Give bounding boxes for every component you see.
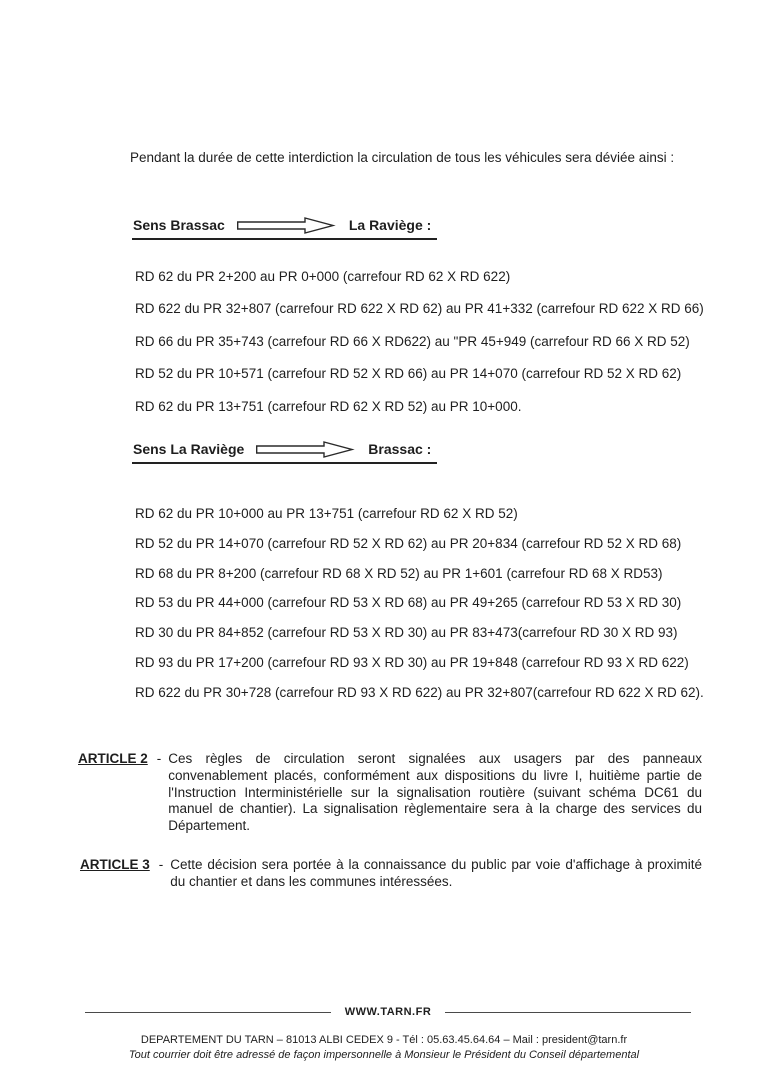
- direction-to-label: Brassac :: [368, 441, 432, 457]
- footer-rule-left: [85, 1012, 331, 1013]
- article-2-label: ARTICLE 2: [78, 751, 148, 766]
- direction-from-label: Sens La Raviège: [133, 441, 245, 457]
- direction-from-label: Sens Brassac: [133, 217, 225, 233]
- article-3-label: ARTICLE 3: [80, 857, 150, 872]
- route-item: RD 62 du PR 10+000 au PR 13+751 (carrefour RD 62 X RD 52): [135, 506, 518, 521]
- direction-heading-brassac-to-raviege: [132, 216, 437, 240]
- article-2-block: [78, 751, 702, 835]
- route-item: RD 622 du PR 32+807 (carrefour RD 622 X RD 62) au PR 41+332 (carrefour RD 622 X RD 66): [135, 301, 704, 317]
- footer-notice: Tout courrier doit être adressé de façon impersonnelle à Monsieur le Président du Conseil départemental: [128, 1049, 640, 1061]
- article-dash: -: [156, 751, 162, 766]
- direction-to-label: La Raviège :: [348, 217, 432, 233]
- footer-address: DEPARTEMENT DU TARN – 81013 ALBI CEDEX 9 - Tél : 05.63.45.64.64 – Mail : president@tarn.fr: [140, 1034, 628, 1046]
- route-item: RD 62 du PR 13+751 (carrefour RD 62 X RD 52) au PR 10+000.: [135, 398, 522, 414]
- article-3-block: [80, 857, 702, 891]
- route-item: RD 62 du PR 2+200 au PR 0+000 (carrefour RD 62 X RD 622): [135, 269, 511, 284]
- route-item: RD 622 du PR 30+728 (carrefour RD 93 X RD 622) au PR 32+807(carrefour RD 622 X RD 62).: [135, 684, 704, 700]
- intro-paragraph: Pendant la durée de cette interdiction la circulation de tous les véhicules sera déviée ainsi :: [130, 150, 675, 165]
- route-list-brassac-to-raviege: [135, 261, 704, 423]
- article-dash: -: [158, 857, 164, 872]
- footer-rule-right: [445, 1012, 691, 1013]
- route-list-raviege-to-brassac: [135, 499, 704, 708]
- route-item: RD 53 du PR 44+000 (carrefour RD 53 X RD 68) au PR 49+265 (carrefour RD 53 X RD 30): [135, 595, 682, 611]
- right-block-arrow-icon: [256, 440, 356, 458]
- article-2-text: Ces règles de circulation seront signalées aux usagers par des panneaux convenablement placés, conformément aux dispositions du livre I, huitième partie de l'Instruction Interministérielle sur la signalisation routière (suivant schéma DC61 du manuel de chantier). La signalisation règlementaire sera à la charge des services du Département.: [168, 751, 702, 834]
- route-item: RD 68 du PR 8+200 (carrefour RD 68 X RD 52) au PR 1+601 (carrefour RD 68 X RD53): [135, 565, 663, 581]
- footer-website-row: [85, 1006, 691, 1018]
- route-item: RD 52 du PR 14+070 (carrefour RD 52 X RD 62) au PR 20+834 (carrefour RD 52 X RD 68): [135, 535, 682, 551]
- route-item: RD 52 du PR 10+571 (carrefour RD 52 X RD 66) au PR 14+070 (carrefour RD 52 X RD 62): [135, 366, 682, 382]
- route-item: RD 30 du PR 84+852 (carrefour RD 53 X RD 30) au PR 83+473(carrefour RD 30 X RD 93): [135, 625, 678, 641]
- footer-website: WWW.TARN.FR: [344, 1006, 432, 1018]
- route-item: RD 66 du PR 35+743 (carrefour RD 66 X RD622) au "PR 45+949 (carrefour RD 66 X RD 52): [135, 333, 690, 349]
- article-3-text: Cette décision sera portée à la connaissance du public par voie d'affichage à proximité du chantier et dans les communes intéressées.: [170, 857, 702, 889]
- route-item: RD 93 du PR 17+200 (carrefour RD 93 X RD 30) au PR 19+848 (carrefour RD 93 X RD 622): [135, 654, 689, 670]
- right-block-arrow-icon: [237, 216, 337, 234]
- direction-heading-raviege-to-brassac: [132, 440, 437, 464]
